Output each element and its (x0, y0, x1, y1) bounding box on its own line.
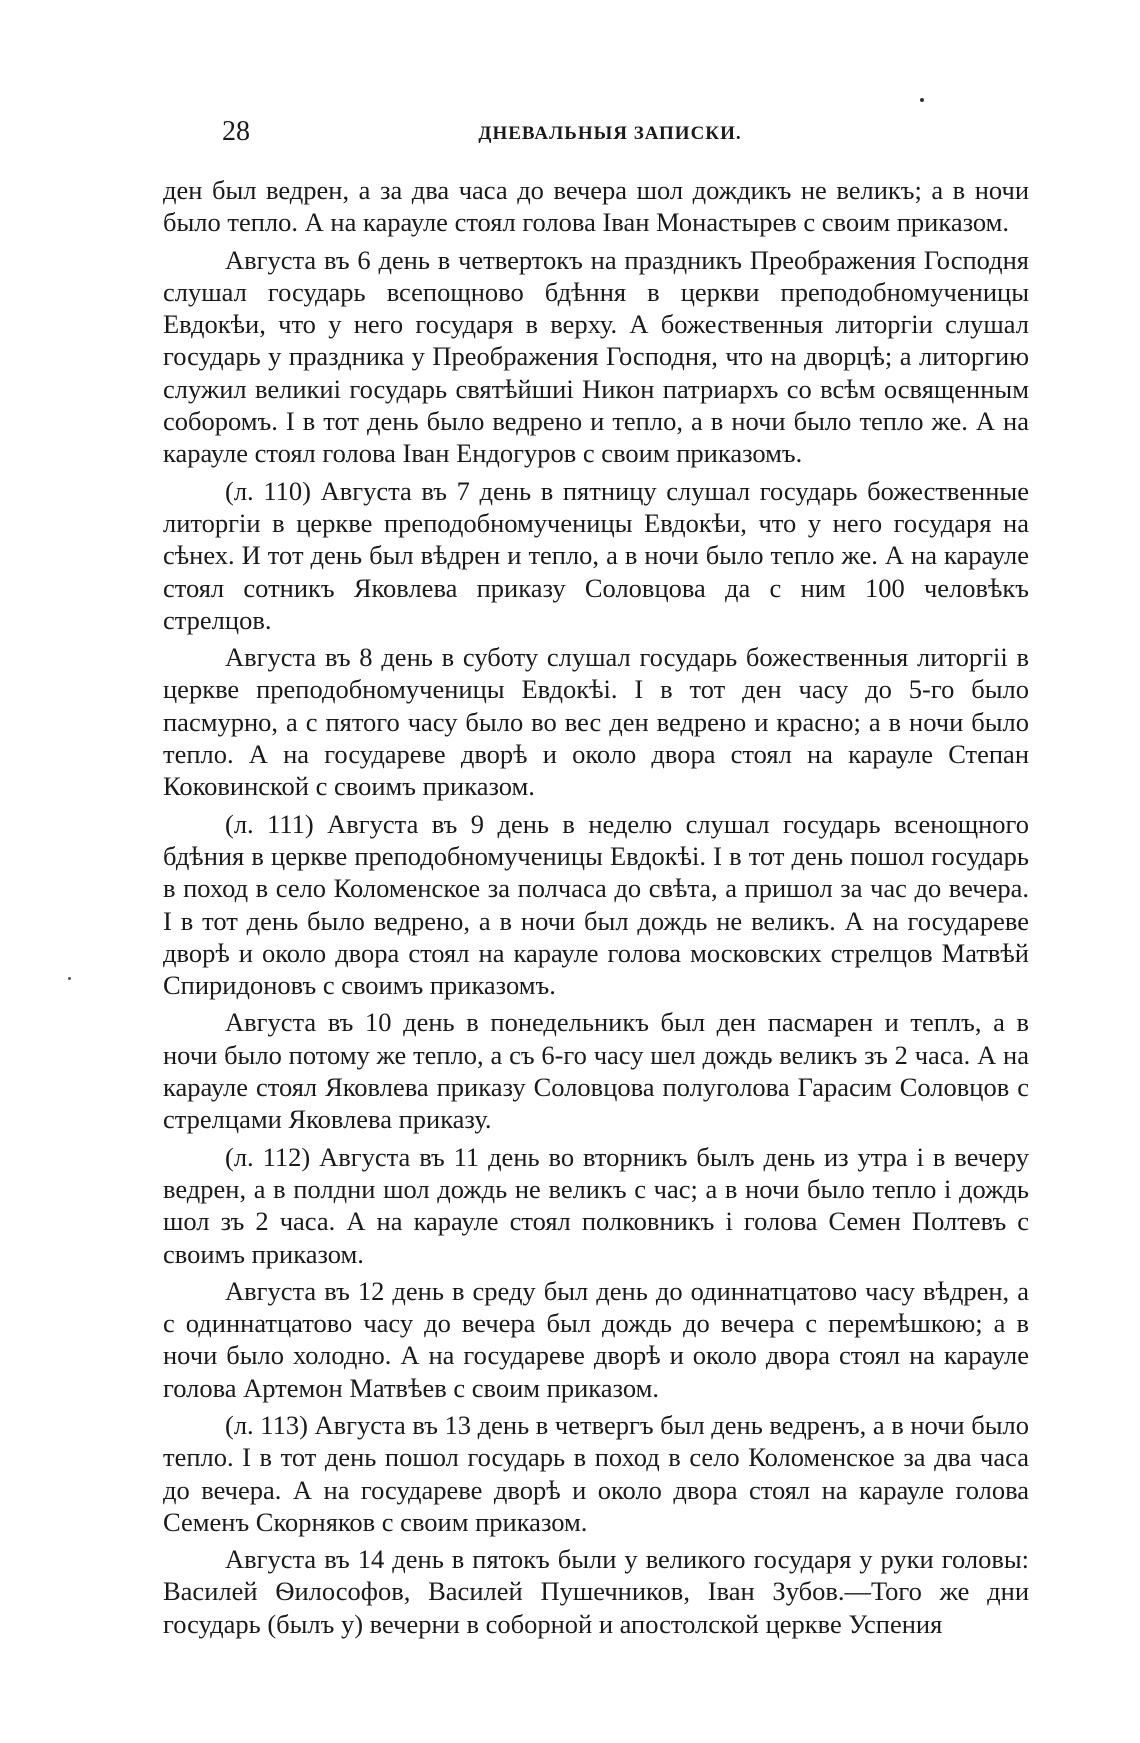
paragraph: (л. 111) Августа въ 9 день в неделю слушал государь всенощного бдѣния в церкве преподобномученицы Евдокѣі. I в тот день пошол государь в поход в село Коломенское за полчаса до свѣта, а пришол за час до вечера. I в тот день было ведрено, а в ночи был дождь не великъ. А на государеве дворѣ и около двора стоял на карауле голова московских стрелцов Матвѣй Спиридоновъ с своимъ приказомъ. (163, 808, 1029, 1001)
paragraph: Августа въ 12 день в среду был день до одиннатцатово часу вѣдрен, а с одиннатцатово часу до вечера был дождь до вечера с перемѣшкою; а в ночи было холодно. А на государеве дворѣ и около двора стоял на карауле голова Артемон Матвѣев с своим приказом. (163, 1275, 1029, 1403)
print-speck (68, 977, 71, 980)
paragraph: (л. 113) Августа въ 13 день в четвергъ был день ведренъ, а в ночи было тепло. I в тот день пошол государь в поход в село Коломенское за два часа до вечера. А на государеве дворѣ и около двора стоял на карауле голова Семенъ Скорняков с своим приказом. (163, 1409, 1029, 1537)
paragraph: (л. 110) Августа въ 7 день в пятницу слушал государь божественные литоргіи в церкве преподобномученицы Евдокѣи, что у него государя на сѣнех. И тот день был вѣдрен и тепло, а в ночи было тепло же. А на карауле стоял сотникъ Яковлева приказу Соловцова да с ним 100 человѣкъ стрелцов. (163, 475, 1029, 635)
paragraph: Августа въ 8 день в суботу слушал государь божественныя литоргіі в церкве преподобномученицы Евдокѣі. I в тот ден часу до 5-го было пасмурно, а с пятого часу было во вес ден ведрено и красно; а в ночи было тепло. А на государеве дворѣ и около двора стоял на карауле Степан Коковинской с своимъ приказом. (163, 642, 1029, 802)
running-title: ДНЕВАЛЬНЫЯ ЗАПИСКИ. (478, 123, 742, 144)
paragraph: (л. 112) Августа въ 11 день во вторникъ былъ день из утра і в вечеру ведрен, а в полдни шол дождь не великъ с час; а в ночи было тепло і дождь шол зъ 2 часа. А на карауле стоял полковникъ і голова Семен Полтевъ с своимъ приказом. (163, 1141, 1029, 1269)
paragraph: Августа въ 10 день в понедельникъ был ден пасмарен и теплъ, а в ночи было потому же тепло, а съ 6-го часу шел дождь великъ зъ 2 часа. А на карауле стоял Яковлева приказу Соловцова полуголова Гарасим Соловцов с стрелцами Яковлева приказу. (163, 1007, 1029, 1135)
page-header (160, 112, 1060, 152)
print-speck (920, 98, 924, 102)
page-body (163, 174, 1029, 1640)
paragraph: Августа въ 6 день в четвертокъ на праздникъ Преображения Господня слушал государь всепощново бдѣння в церкви преподобномученицы Евдокѣи, что у него государя в верху. А божественныя литоргіи слушал государь у праздника у Преображения Господня, что на дворцѣ; а литоргию служил великиі государь святѣйшиі Никон патриархъ со всѣм освященным соборомъ. I в тот день было ведрено и тепло, а в ночи было тепло же. А на карауле стоял голова Іван Ендогуров с своим приказомъ. (163, 244, 1029, 469)
page-number: 28 (222, 116, 250, 147)
paragraph: ден был ведрен, а за два часа до вечера шол дождикъ не великъ; а в ночи было тепло. А на карауле стоял голова Іван Монастырев с своим приказом. (163, 175, 1029, 238)
paragraph: Августа въ 14 день в пятокъ были у великого государя у руки головы: Василей Ѳилософов, Василей Пушечников, Іван Зубов.—Того же дни государь (былъ у) вечерни в соборной и апостолской церкве Успения (163, 1544, 1029, 1639)
